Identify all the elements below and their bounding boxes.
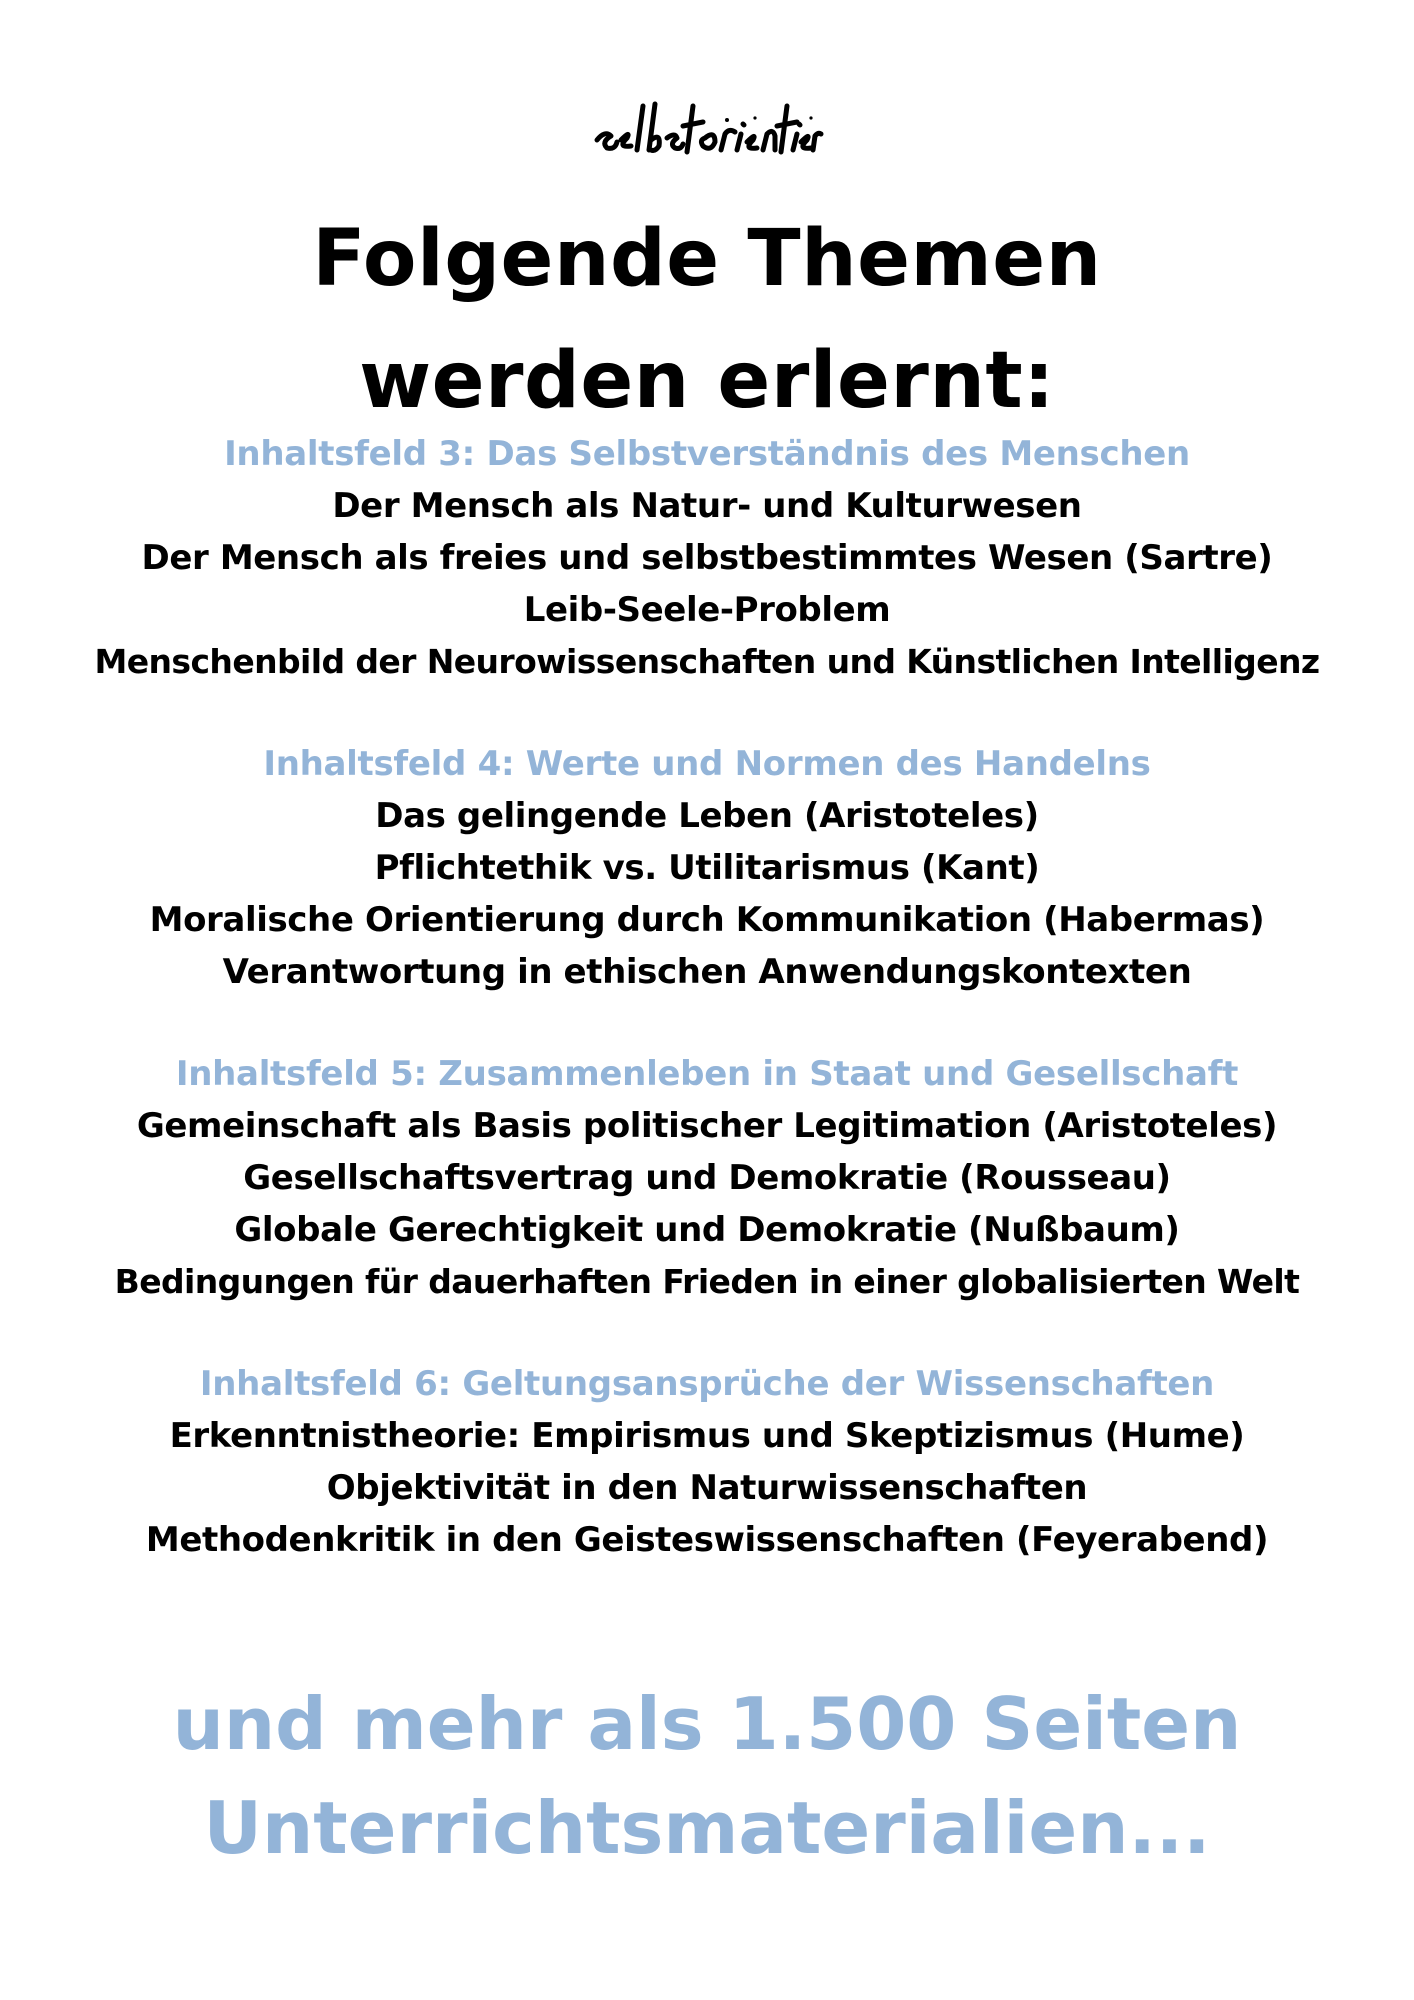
footer-tagline <box>0 1672 1414 1880</box>
section-heading: Inhaltsfeld 6: Geltungsansprüche der Wissenschaften <box>199 1364 1215 1404</box>
topic-item: Gemeinschaft als Basis politischer Legitimation (Aristoteles) <box>136 1106 1278 1146</box>
topic-item: Gesellschaftsvertrag und Demokratie (Rousseau) <box>243 1158 1171 1198</box>
topic-item: Bedingungen für dauerhaften Frieden in einer globalisierten Welt <box>114 1262 1300 1301</box>
section-heading: Inhaltsfeld 5: Zusammenleben in Staat und Gesellschaft <box>175 1054 1239 1094</box>
section-heading: Inhaltsfeld 4: Werte und Normen des Handelns <box>263 744 1151 784</box>
topic-item: Der Mensch als freies und selbstbestimmtes Wesen (Sartre) <box>141 538 1273 578</box>
topic-item: Erkenntnistheorie: Empirismus und Skeptizismus (Hume) <box>169 1416 1245 1456</box>
brand-logo <box>0 90 1414 170</box>
footer-line-1: und mehr als 1.500 Seiten <box>172 1682 1242 1766</box>
topic-item: Der Mensch als Natur- und Kulturwesen <box>332 486 1082 526</box>
page-title <box>0 198 1414 442</box>
footer-line-2: Unterrichtsmaterialien... <box>203 1786 1211 1870</box>
selbstorientiert-logo <box>587 90 827 166</box>
topic-item: Methodenkritik in den Geisteswissenschaften (Feyerabend) <box>145 1520 1269 1560</box>
topic-item: Objektivität in den Naturwissenschaften <box>326 1468 1088 1508</box>
topic-item: Pflichtethik vs. Utilitarismus (Kant) <box>374 848 1040 888</box>
section-heading: Inhaltsfeld 3: Das Selbstverständnis des Menschen <box>224 434 1190 474</box>
title-line-1: Folgende Themen <box>312 214 1102 304</box>
topic-item: Globale Gerechtigkeit und Demokratie (Nußbaum) <box>234 1210 1180 1250</box>
title-line-2: werden erlernt: <box>359 336 1055 426</box>
section-inhaltsfeld-6 <box>0 1358 1414 1566</box>
topic-item: Menschenbild der Neurowissenschaften und Künstlichen Intelligenz <box>94 642 1320 681</box>
topic-item: Verantwortung in ethischen Anwendungskontexten <box>222 952 1192 992</box>
section-inhaltsfeld-5 <box>0 1048 1414 1308</box>
section-inhaltsfeld-3 <box>0 428 1414 688</box>
topic-item: Das gelingende Leben (Aristoteles) <box>375 796 1039 836</box>
topic-item: Moralische Orientierung durch Kommunikation (Habermas) <box>149 900 1265 940</box>
section-inhaltsfeld-4 <box>0 738 1414 998</box>
topic-item: Leib-Seele-Problem <box>523 590 891 630</box>
